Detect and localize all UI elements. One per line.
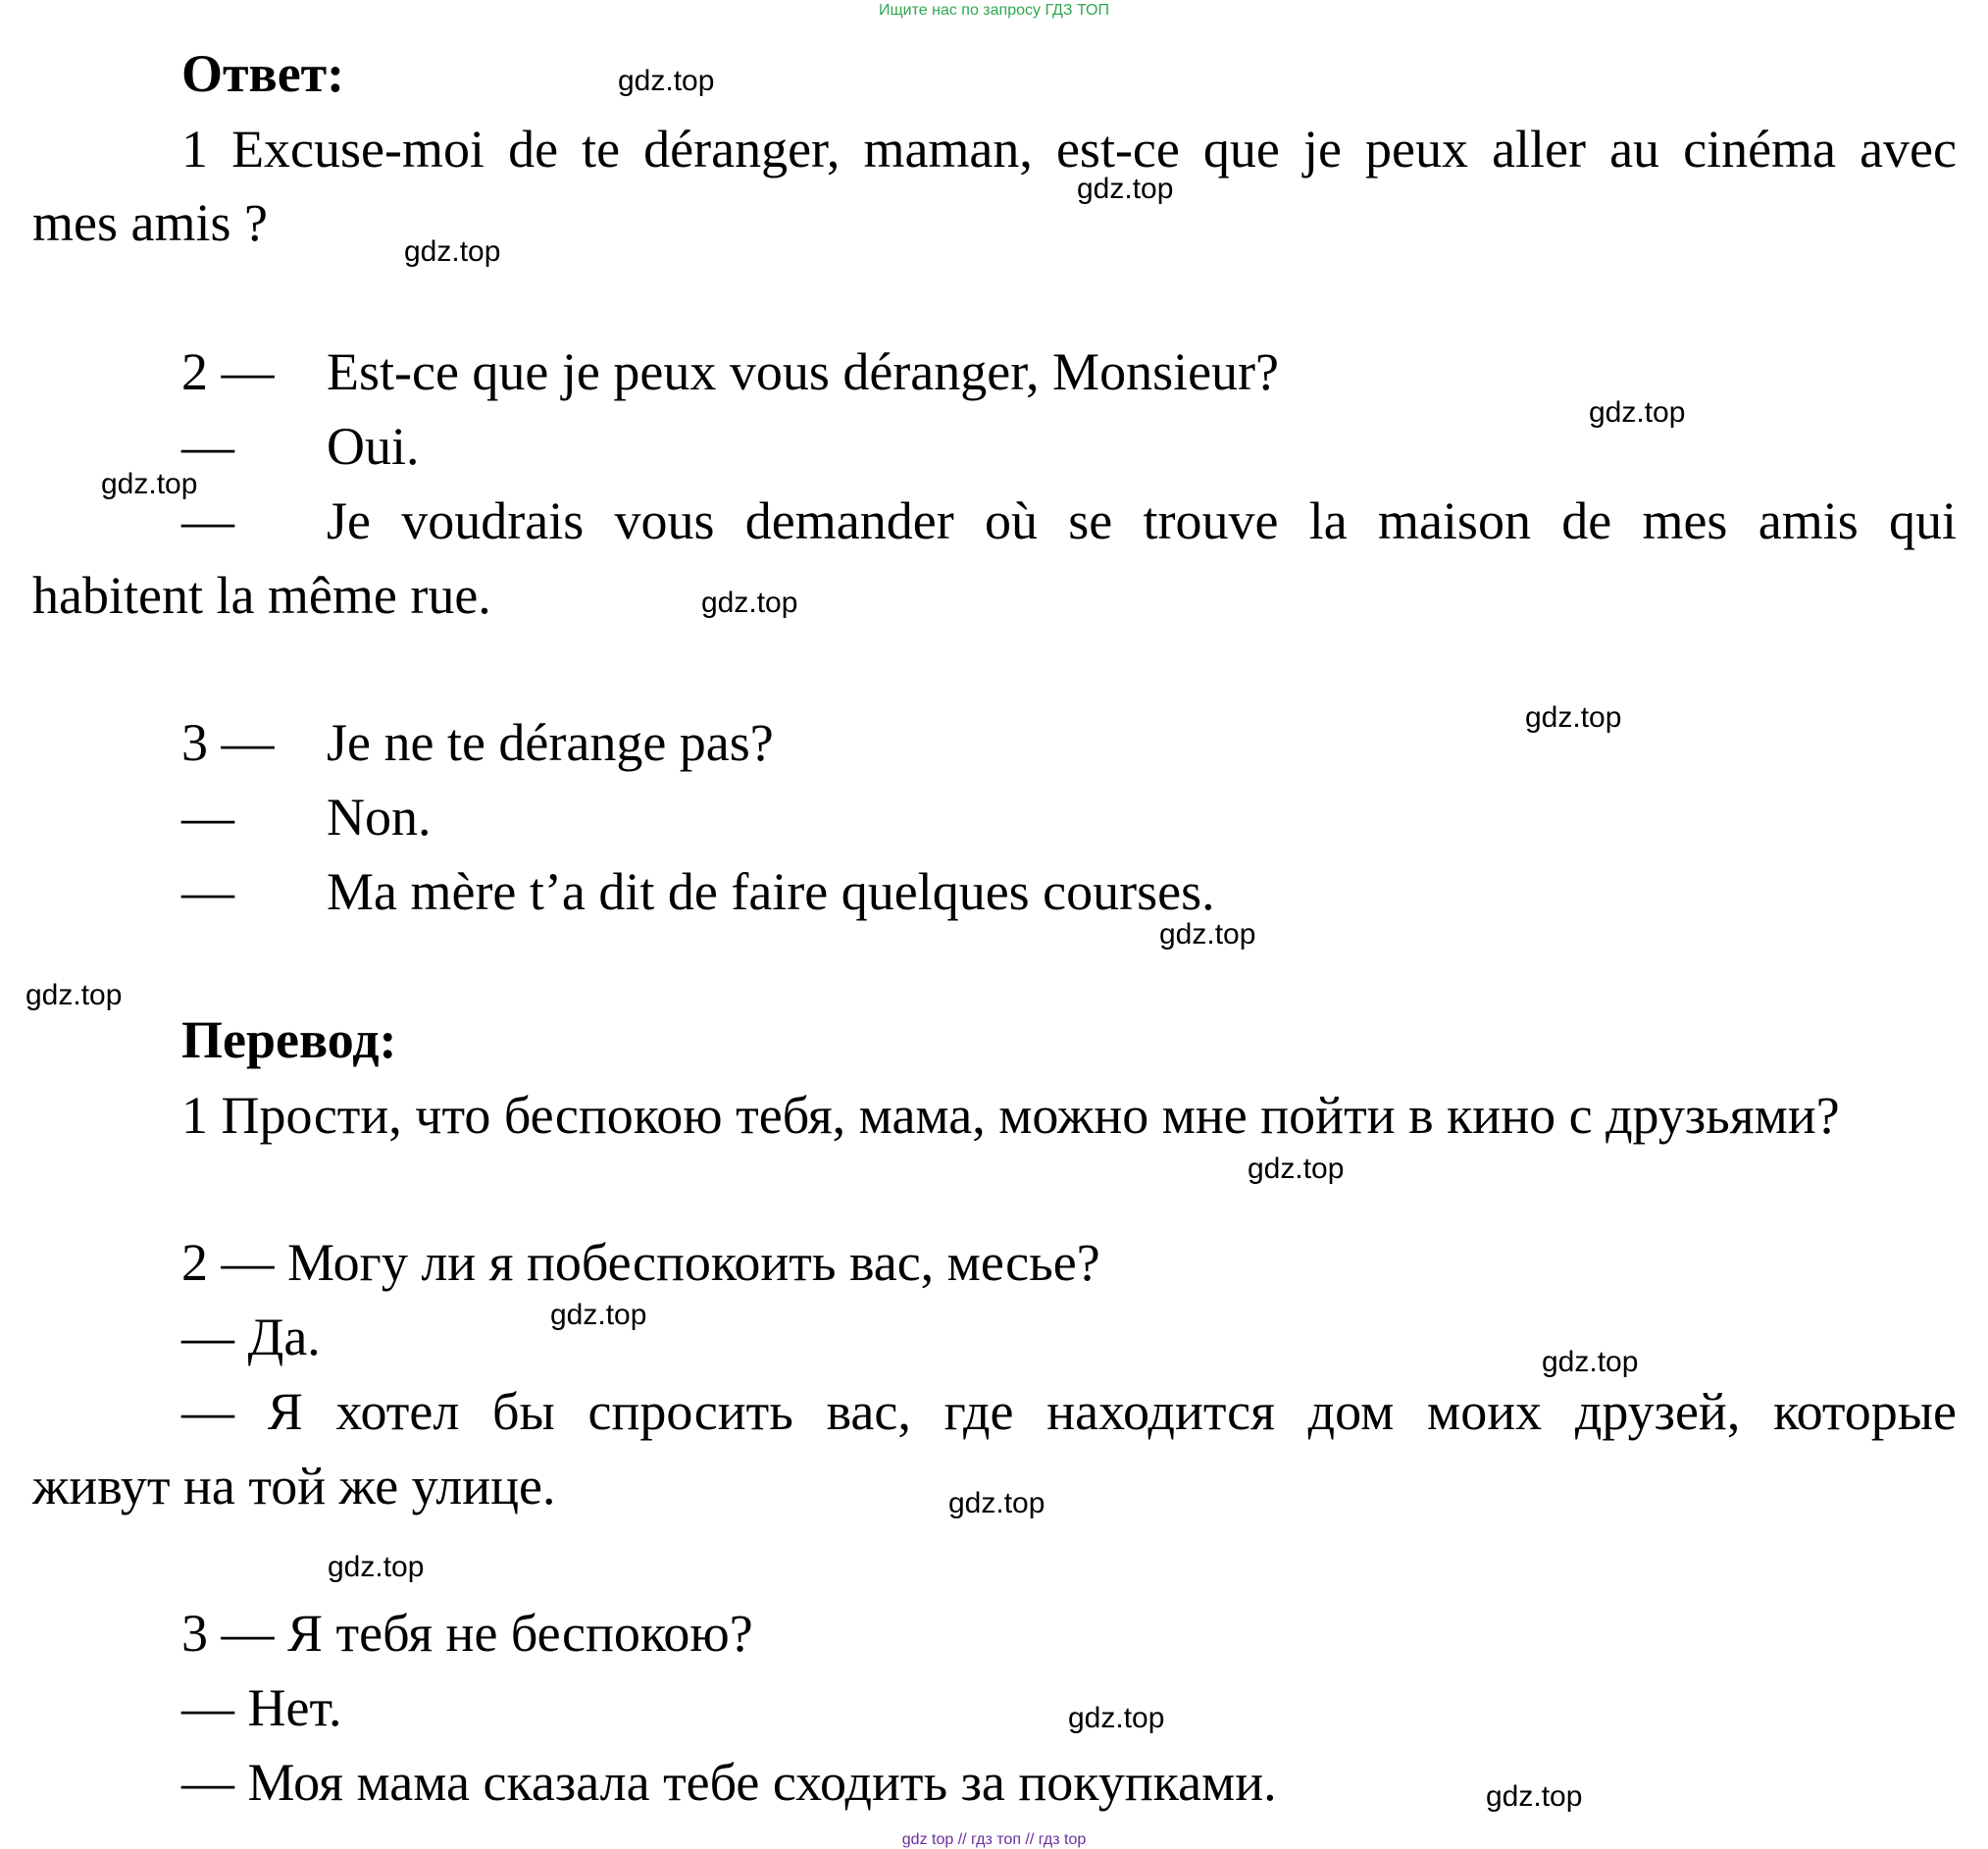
watermark: gdz.top xyxy=(328,1551,425,1583)
answer-p3-number: 3 — xyxy=(181,713,275,772)
watermark: gdz.top xyxy=(101,468,198,500)
watermark: gdz.top xyxy=(404,235,501,268)
answer-p2-request-line2: habitent la même rue. xyxy=(32,566,491,625)
translation-p2-reply: — Да. xyxy=(181,1308,321,1366)
answer-p2-dash-1: — xyxy=(181,417,234,476)
search-banner[interactable]: Ищите нас по запросу ГДЗ ТОП xyxy=(879,2,1109,19)
answer-p1-line2: mes amis ? xyxy=(32,193,268,252)
translation-heading: Перевод: xyxy=(181,1010,397,1069)
translation-p2-request-line1: — Я хотел бы спросить вас, где находится дом моих друзей, которые xyxy=(181,1382,1957,1441)
answer-p1-line1 xyxy=(181,120,1957,179)
translation-p2-question: 2 — Могу ли я побеспокоить вас, месье? xyxy=(181,1233,1100,1292)
answer-p1-line1-text: 1 Excuse-moi de te déranger, maman, est-ce que je peux aller au cinéma avec xyxy=(181,120,1957,179)
answer-p3-dash-2: — xyxy=(181,862,234,921)
answer-p3-dash-1: — xyxy=(181,788,234,847)
translation-p3-statement: — Моя мама сказала тебе сходить за покупками. xyxy=(181,1753,1277,1812)
answer-p3-reply: Non. xyxy=(327,788,432,847)
answer-p2-number: 2 — xyxy=(181,342,275,401)
watermark: gdz.top xyxy=(1589,396,1686,429)
watermark: gdz.top xyxy=(1542,1346,1639,1378)
watermark: gdz.top xyxy=(618,65,715,97)
translation-p1: 1 Прости, что беспокою тебя, мама, можно мне пойти в кино с друзьями? xyxy=(181,1086,1840,1145)
translation-p2-request-line2: живут на той же улице. xyxy=(32,1457,556,1515)
watermark: gdz.top xyxy=(1068,1702,1165,1734)
watermark: gdz.top xyxy=(550,1299,647,1331)
answer-p2-reply: Oui. xyxy=(327,417,420,476)
watermark: gdz.top xyxy=(1486,1780,1583,1813)
answer-p3-statement: Ma mère t’a dit de faire quelques courses. xyxy=(327,862,1215,921)
watermark: gdz.top xyxy=(25,979,123,1011)
watermark: gdz.top xyxy=(1248,1153,1345,1185)
watermark: gdz.top xyxy=(1077,173,1174,205)
watermark: gdz.top xyxy=(948,1487,1045,1519)
watermark: gdz.top xyxy=(1159,918,1256,950)
answer-heading: Ответ: xyxy=(181,44,345,103)
footer-links[interactable]: gdz top // гдз топ // гдз top xyxy=(901,1831,1087,1848)
watermark: gdz.top xyxy=(1525,701,1622,734)
translation-p3-reply: — Нет. xyxy=(181,1678,342,1737)
answer-p2-dash-2: — xyxy=(181,491,234,550)
answer-p3-question: Je ne te dérange pas? xyxy=(327,713,774,772)
answer-p2-request-line1: Je voudrais vous demander où se trouve la maison de mes amis qui xyxy=(327,491,1957,550)
translation-p3-question: 3 — Я тебя не беспокою? xyxy=(181,1604,753,1663)
answer-p2-question: Est-ce que je peux vous déranger, Monsieur? xyxy=(327,342,1279,401)
watermark: gdz.top xyxy=(701,587,798,619)
